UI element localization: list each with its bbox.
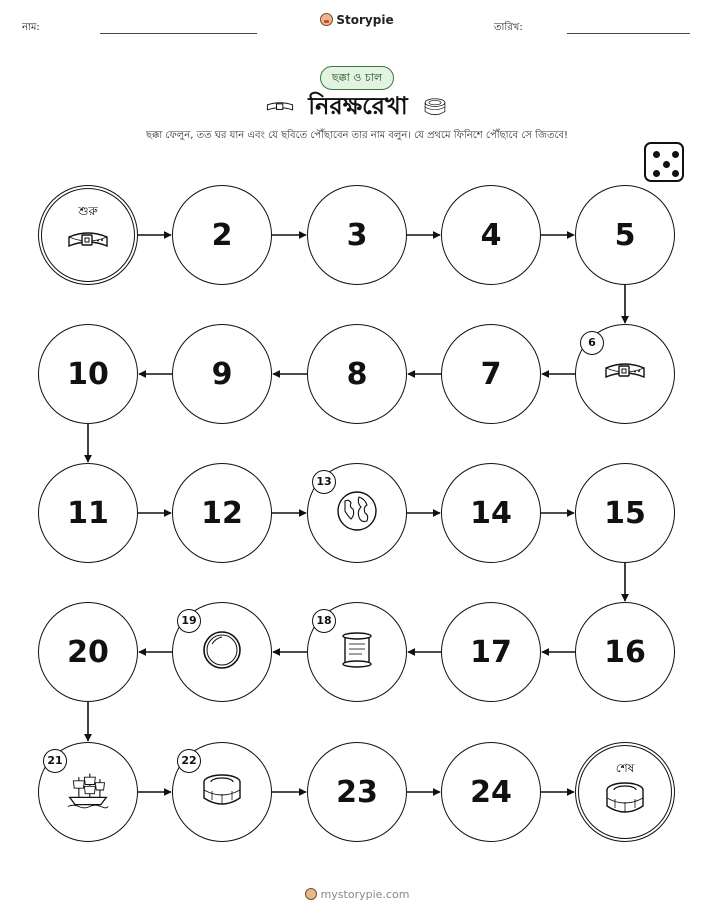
board-space-18[interactable] <box>307 602 407 702</box>
board-space-7[interactable] <box>441 324 541 424</box>
space-number: 17 <box>470 634 512 670</box>
board-space-14[interactable] <box>441 463 541 563</box>
start-space[interactable] <box>38 185 138 285</box>
space-number-badge: 13 <box>312 470 336 494</box>
space-number: 14 <box>470 495 512 531</box>
name-label: নাম: <box>22 22 40 33</box>
footer <box>0 888 714 901</box>
date-label: তারিখ: <box>494 22 523 33</box>
board-space-23[interactable] <box>307 742 407 842</box>
finish-label: শেষ <box>615 761 635 775</box>
footer-url: mystorypie.com <box>320 888 410 901</box>
start-label: শুরু <box>78 204 98 218</box>
board-space-21[interactable] <box>38 742 138 842</box>
brand-name: Storypie <box>336 13 394 27</box>
page-title-text: নিরক্ষরেখা <box>308 92 408 120</box>
space-number: 15 <box>604 495 646 531</box>
space-number: 2 <box>211 217 233 253</box>
board-space-12[interactable] <box>172 463 272 563</box>
belt-icon <box>603 350 647 398</box>
space-number: 11 <box>67 495 109 531</box>
board-space-11[interactable] <box>38 463 138 563</box>
board-space-2[interactable] <box>172 185 272 285</box>
board-space-13[interactable] <box>307 463 407 563</box>
bear-logo-icon <box>305 888 317 900</box>
space-number: 4 <box>480 217 502 253</box>
board-space-6[interactable] <box>575 324 675 424</box>
space-number: 16 <box>604 634 646 670</box>
ship-icon <box>66 768 110 816</box>
board-space-5[interactable] <box>575 185 675 285</box>
space-number: 23 <box>336 774 378 810</box>
board-space-17[interactable] <box>441 602 541 702</box>
board-space-9[interactable] <box>172 324 272 424</box>
belt-icon <box>66 219 110 267</box>
space-number-badge: 19 <box>177 609 201 633</box>
board-space-19[interactable] <box>172 602 272 702</box>
board-space-10[interactable] <box>38 324 138 424</box>
well-icon <box>603 776 647 824</box>
space-number: 8 <box>346 356 368 392</box>
board-space-16[interactable] <box>575 602 675 702</box>
scroll-icon <box>335 628 379 676</box>
ring-icon <box>200 628 244 676</box>
space-number: 20 <box>67 634 109 670</box>
space-number: 24 <box>470 774 512 810</box>
board-space-15[interactable] <box>575 463 675 563</box>
space-number: 3 <box>346 217 368 253</box>
space-number-badge: 21 <box>43 749 67 773</box>
board-space-24[interactable] <box>441 742 541 842</box>
well-icon <box>200 768 244 816</box>
board-space-22[interactable] <box>172 742 272 842</box>
board-space-4[interactable] <box>441 185 541 285</box>
space-number: 10 <box>67 356 109 392</box>
instructions: ছক্কা ফেলুন, তত ঘর যান এবং যে ছবিতে পৌঁছাবেন তার নাম বলুন। যে প্রথমে ফিনিশে পৌঁছাবে সে জিতবে! <box>145 130 569 141</box>
game-type-tag: ছক্কা ও চাল <box>320 66 394 90</box>
finish-space[interactable] <box>575 742 675 842</box>
space-number-badge: 18 <box>312 609 336 633</box>
board-space-20[interactable] <box>38 602 138 702</box>
space-number: 7 <box>480 356 502 392</box>
board-space-8[interactable] <box>307 324 407 424</box>
space-number-badge: 22 <box>177 749 201 773</box>
space-number: 5 <box>614 217 636 253</box>
globe-icon <box>335 489 379 537</box>
board-space-3[interactable] <box>307 185 407 285</box>
space-number: 9 <box>211 356 233 392</box>
space-number: 12 <box>201 495 243 531</box>
space-number-badge: 6 <box>580 331 604 355</box>
